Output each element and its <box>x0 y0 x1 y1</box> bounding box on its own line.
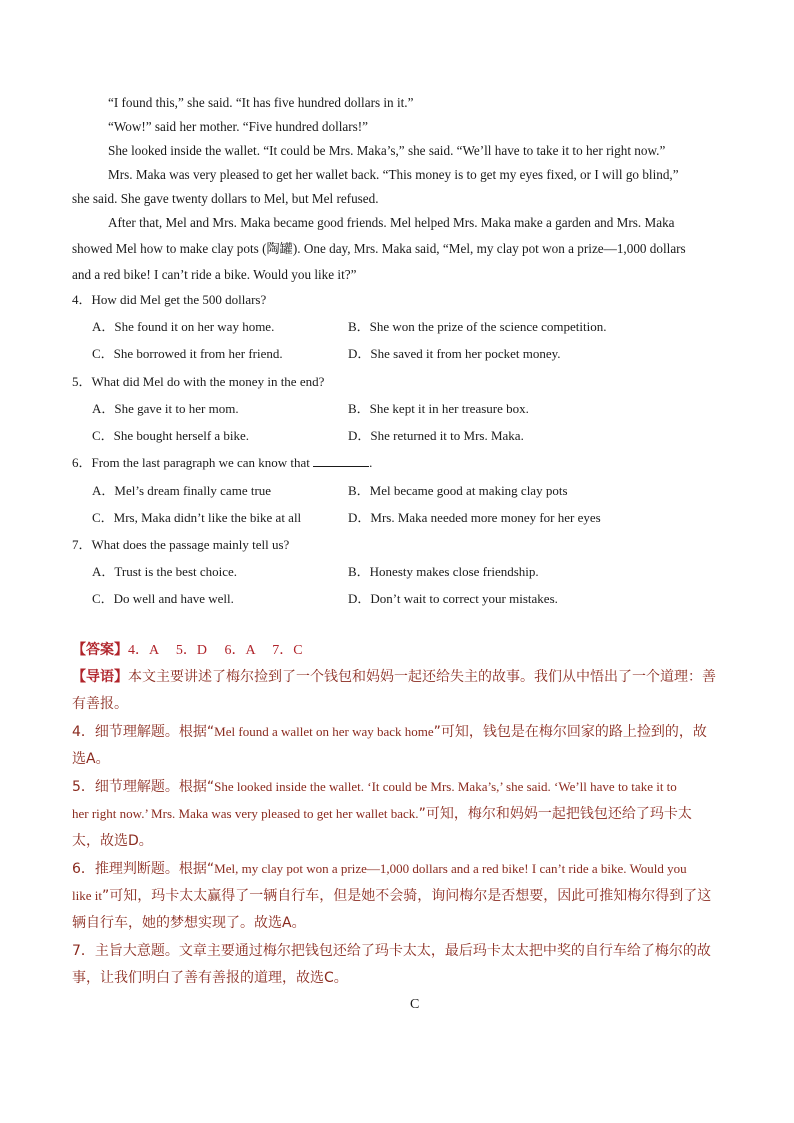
question-stem: 7．What does the passage mainly tell us? <box>72 537 290 552</box>
guide-text: 本文主要讲述了梅尔捡到了一个钱包和妈妈一起还给失主的故事。我们从中悟出了一个道理：善 <box>128 669 716 685</box>
question-stem: 5．What did Mel do with the money in the end? <box>72 374 325 389</box>
passage-line: “I found this,” she said. “It has five hundred dollars in it.” <box>108 95 414 110</box>
explanation-5-cont: 太，故选D。 <box>72 833 153 849</box>
option-b[interactable]: B．She kept it in her treasure box. <box>348 401 529 416</box>
question-stem-end: . <box>369 455 373 470</box>
section-letter: C <box>410 997 420 1012</box>
explanation-text: 5．细节理解题。根据“ <box>72 779 215 795</box>
explanation-6 <box>72 859 687 879</box>
explanation-text: 4．细节理解题。根据“ <box>72 724 215 740</box>
question-stem: 4．How did Mel get the 500 dollars? <box>72 292 267 307</box>
explanation-quote: her right now.’ Mrs. Maka was very pleased to get her wallet back. <box>72 806 419 821</box>
option-b[interactable]: B．She won the prize of the science competition. <box>348 319 607 334</box>
explanation-5-cont <box>72 804 692 824</box>
guide-line <box>72 667 716 687</box>
passage-line: showed Mel how to make clay pots (陶罐). One day, Mrs. Maka said, “Mel, my clay pot won a prize—1,000 dollars <box>72 241 686 256</box>
option-a[interactable]: A．She gave it to her mom. <box>92 401 239 416</box>
passage-line: After that, Mel and Mrs. Maka became good friends. Mel helped Mrs. Maka make a garden and Mrs. Maka <box>108 215 675 230</box>
guide-line: 有善报。 <box>72 696 128 712</box>
question-stem-text: 6．From the last paragraph we can know that <box>72 455 314 470</box>
explanation-4 <box>72 722 707 742</box>
passage-line: She looked inside the wallet. “It could be Mrs. Maka’s,” she said. “We’ll have to take it to her right now.” <box>108 143 666 158</box>
answer-keys: 4．A 5．D 6．A 7．C <box>128 643 303 658</box>
explanation-text: ”可知，梅尔和妈妈一起把钱包还给了玛卡太 <box>418 806 692 822</box>
passage-line: “Wow!” said her mother. “Five hundred dollars!” <box>108 119 369 134</box>
option-a[interactable]: A．Mel’s dream finally came true <box>92 483 272 498</box>
explanation-quote: like it <box>72 888 102 903</box>
explanation-4-cont: 选A。 <box>72 751 110 767</box>
passage-line: Mrs. Maka was very pleased to get her wallet back. “This money is to get my eyes fixed, or I will go blind,” <box>108 167 679 182</box>
answer-tag: 【答案】 <box>72 642 128 658</box>
question-stem <box>72 454 372 472</box>
option-b[interactable]: B．Honesty makes close friendship. <box>348 564 539 579</box>
option-d[interactable]: D．She saved it from her pocket money. <box>348 346 561 361</box>
option-b[interactable]: B．Mel became good at making clay pots <box>348 483 568 498</box>
explanation-7: 7．主旨大意题。文章主要通过梅尔把钱包还给了玛卡太太，最后玛卡太太把中奖的自行车给了梅尔的故 <box>72 943 711 959</box>
explanation-text: ”可知，钱包是在梅尔回家的路上捡到的，故 <box>433 724 707 740</box>
answer-blank <box>313 454 369 467</box>
option-c[interactable]: C．Do well and have well. <box>92 591 234 606</box>
explanation-quote: Mel, my clay pot won a prize—1,000 dollars and a red bike! I can’t ride a bike. Would you <box>214 861 687 876</box>
guide-tag: 【导语】 <box>72 669 128 685</box>
option-a[interactable]: A．She found it on her way home. <box>92 319 275 334</box>
option-d[interactable]: D．Don’t wait to correct your mistakes. <box>348 591 558 606</box>
option-c[interactable]: C．She borrowed it from her friend. <box>92 346 283 361</box>
option-a[interactable]: A．Trust is the best choice. <box>92 564 238 579</box>
explanation-6-cont: 辆自行车，她的梦想实现了。故选A。 <box>72 915 306 931</box>
explanation-text: ”可知，玛卡太太赢得了一辆自行车，但是她不会骑，询问梅尔是否想要，因此可推知梅尔得到了这 <box>101 888 712 904</box>
option-c[interactable]: C．Mrs, Maka didn’t like the bike at all <box>92 510 302 525</box>
explanation-quote: Mel found a wallet on her way back home <box>214 724 434 739</box>
explanation-6-cont <box>72 886 711 906</box>
option-c[interactable]: C．She bought herself a bike. <box>92 428 250 443</box>
passage-line: she said. She gave twenty dollars to Mel, but Mel refused. <box>72 191 379 206</box>
explanation-text: 6．推理判断题。根据“ <box>72 861 215 877</box>
answer-line <box>72 640 303 661</box>
passage-line: and a red bike! I can’t ride a bike. Would you like it?” <box>72 267 357 282</box>
explanation-quote: She looked inside the wallet. ‘It could be Mrs. Maka’s,’ she said. ‘We’ll have to take it to <box>214 779 677 794</box>
explanation-5 <box>72 777 677 797</box>
option-d[interactable]: D．She returned it to Mrs. Maka. <box>348 428 524 443</box>
option-d[interactable]: D．Mrs. Maka needed more money for her eyes <box>348 510 601 525</box>
explanation-7-cont: 事，让我们明白了善有善报的道理，故选C。 <box>72 970 348 986</box>
